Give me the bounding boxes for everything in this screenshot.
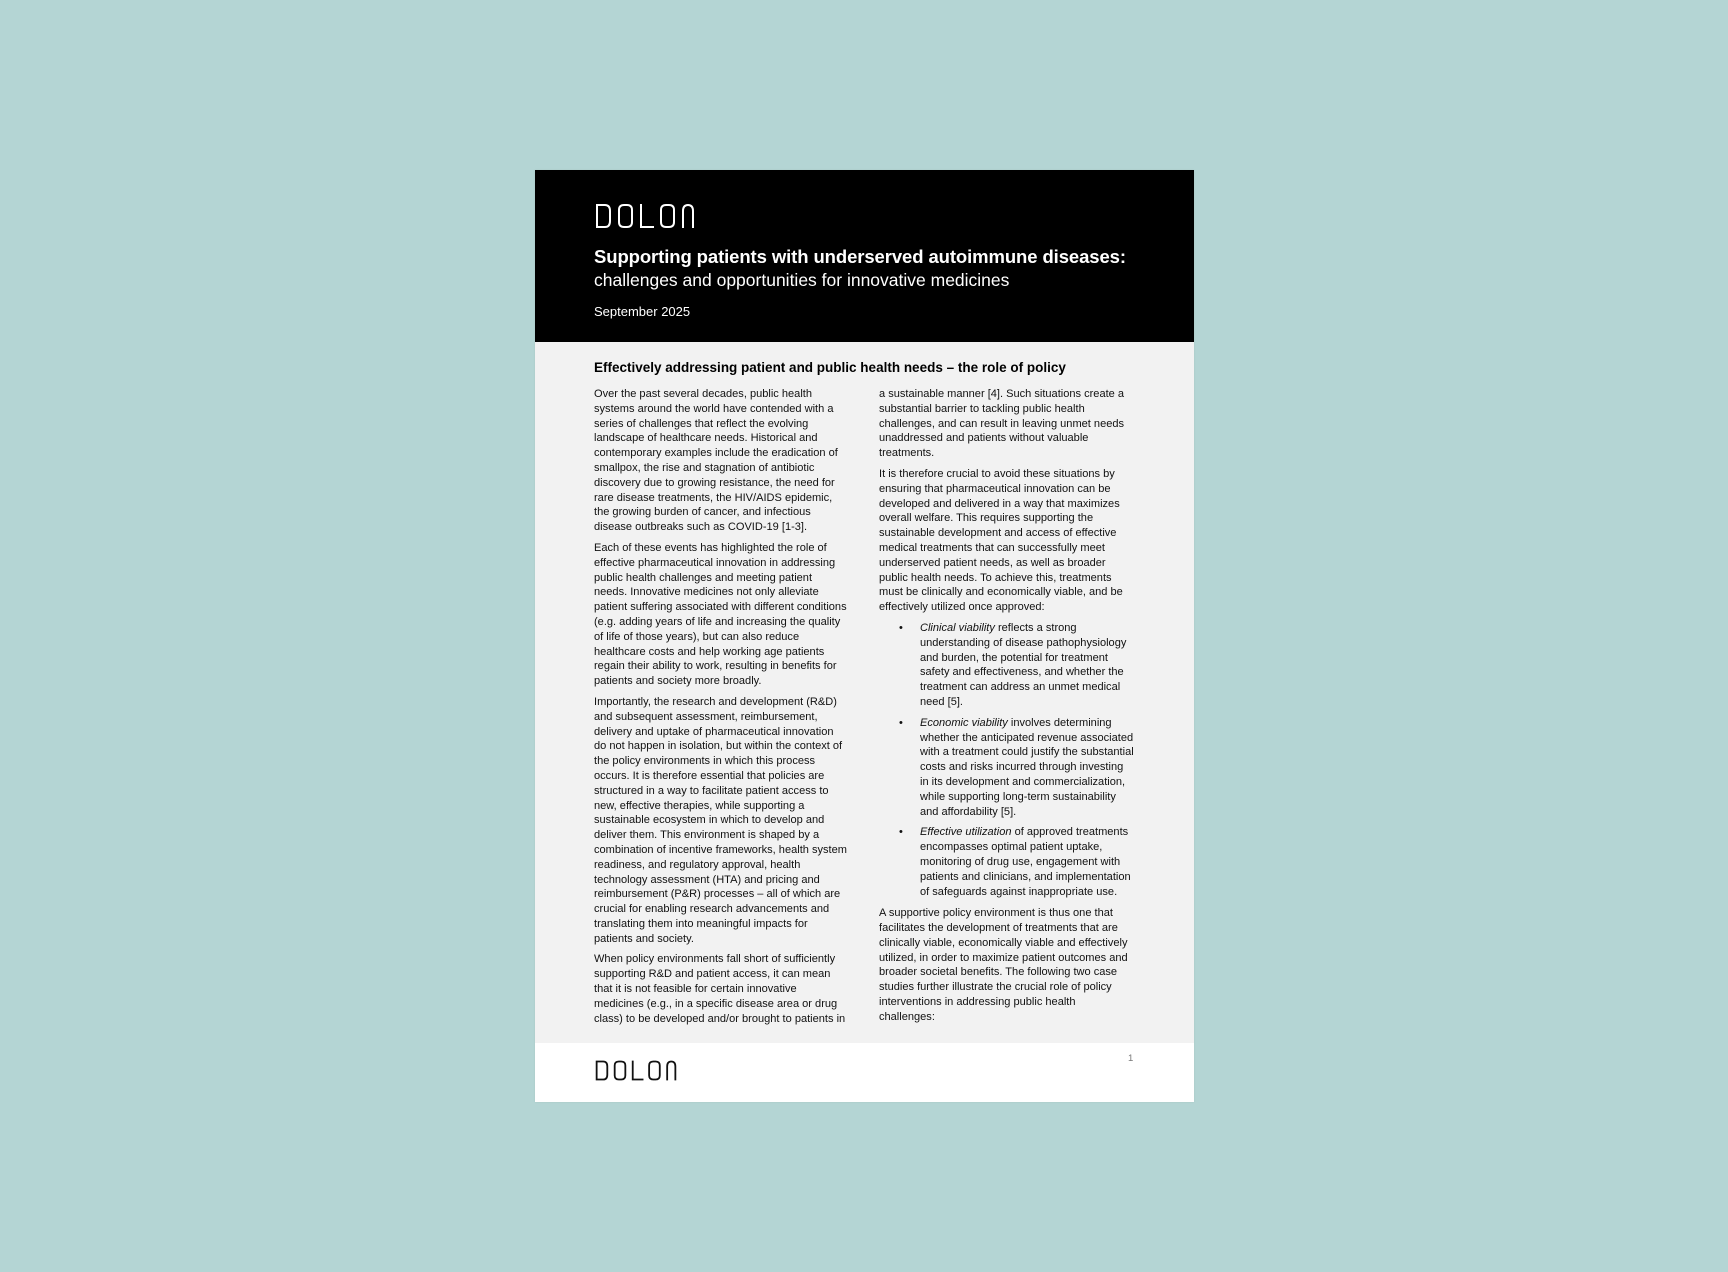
text-line: with a treatment could justify the substantial: [920, 746, 1134, 759]
text-line: Over the past several decades, public health: [594, 388, 812, 400]
text-line: contemporary examples include the eradication of: [594, 447, 838, 460]
text-line: that it is not feasible for certain innovative: [594, 983, 797, 996]
text-line: challenges, and can result in leaving unmet needs: [879, 417, 1125, 430]
text-line: the growing burden of cancer, and infectious: [594, 506, 811, 519]
text-line: monitoring of drug use, engagement with: [920, 855, 1121, 868]
text-line: effectively utilized once approved:: [879, 601, 1045, 614]
page-header: [535, 170, 1194, 342]
text-line: patients and society.: [594, 932, 694, 945]
text-line: interventions in addressing public health: [879, 996, 1076, 1009]
list-item: [879, 825, 1137, 899]
text-line: must be clinically and economically viable, and be: [879, 586, 1123, 599]
text-line: patients and clinicians, and implementation: [920, 870, 1131, 883]
text-line: disease outbreaks such as COVID-19 [1-3].: [594, 521, 808, 534]
right-column: [879, 387, 1137, 1031]
paragraph: [594, 387, 852, 535]
text-line: series of challenges that reflect the evolving: [594, 417, 809, 430]
text-line: need [5].: [920, 695, 963, 708]
text-line: of life of those years), but can also reduce: [594, 630, 800, 643]
list-item: [879, 716, 1137, 820]
text-line: public health needs. To achieve this, treatments: [879, 571, 1112, 584]
text-line: Importantly, the research and development (R&D): [594, 695, 837, 708]
dolon-logo-icon: [595, 202, 695, 230]
text-line: When policy environments fall short of sufficiently: [594, 953, 836, 966]
text-line: understanding of disease pathophysiology: [920, 636, 1127, 649]
dolon-logo-icon: [595, 1059, 677, 1082]
text-line: ensuring that pharmaceutical innovation can be: [879, 482, 1111, 495]
text-line: public health challenges and meeting patient: [594, 571, 813, 584]
text-line: systems around the world have contended with a: [594, 402, 834, 415]
paragraph: [594, 952, 852, 1026]
text-line: the policy environments in which this process: [594, 755, 816, 768]
text-line: and affordability [5].: [920, 805, 1017, 818]
text-line: substantial barrier to tackling public health: [879, 402, 1085, 415]
text-line: new, effective therapies, while supporting a: [594, 799, 805, 812]
paragraph: [879, 467, 1137, 615]
text-line: reimbursement (P&R) processes – all of which are: [594, 888, 841, 901]
text-line: translating them into meaningful impacts for: [594, 917, 808, 930]
text-line: safety and effectiveness, and whether the: [920, 666, 1124, 679]
text-line: unaddressed and patients without valuable: [879, 432, 1089, 445]
text-line: deliver them. This environment is shaped by a: [594, 829, 820, 842]
header-logo: [595, 202, 695, 230]
text-line: discovery due to growing resistance, the need for: [594, 476, 835, 489]
text-line: while supporting long-term sustainability: [920, 790, 1116, 803]
text-line: occurs. It is therefore essential that policies are: [594, 769, 825, 782]
left-column: [594, 387, 852, 1032]
bullet-text: reflects a strong: [994, 621, 1077, 634]
text-line: patients and society more broadly.: [594, 675, 762, 688]
text-line: It is therefore crucial to avoid these situations by: [879, 467, 1115, 480]
document-subtitle: challenges and opportunities for innovative medicines: [594, 270, 1010, 290]
text-line: supporting R&D and patient access, it can mean: [594, 968, 831, 981]
text-line: [920, 621, 1137, 636]
text-line: healthcare costs and help working age patients: [594, 645, 825, 658]
bullet-term: Clinical viability: [920, 621, 995, 634]
text-line: [920, 825, 1137, 840]
page-footer: [535, 1043, 1194, 1102]
text-line: underserved patient needs, as well as broader: [879, 556, 1106, 569]
text-line: A supportive policy environment is thus one that: [879, 907, 1113, 920]
text-line: of safeguards against inappropriate use.: [920, 885, 1118, 898]
text-line: delivery and uptake of pharmaceutical innovation: [594, 725, 834, 738]
text-line: developed and delivered in a way that maximizes: [879, 497, 1120, 510]
publication-date: September 2025: [594, 304, 691, 319]
text-line: costs and risks incurred through investing: [920, 761, 1124, 774]
text-line: regain their ability to work, resulting in benefits for: [594, 660, 837, 673]
paragraph: [879, 387, 1137, 461]
text-line: combination of incentive frameworks, health system: [594, 843, 847, 856]
text-line: rare disease treatments, the HIV/AIDS epidemic,: [594, 491, 833, 504]
text-line: and burden, the potential for treatment: [920, 651, 1108, 664]
text-line: broader societal benefits. The following two case: [879, 966, 1118, 979]
text-line: whether the anticipated revenue associated: [920, 731, 1134, 744]
text-line: smallpox, the rise and stagnation of antibiotic: [594, 461, 815, 474]
paragraph: [594, 695, 852, 947]
text-line: medicines (e.g., in a specific disease area or drug: [594, 997, 838, 1010]
bullet-text: involves determining: [1007, 716, 1112, 729]
text-line: treatment can address an unmet medical: [920, 681, 1121, 694]
text-line: a sustainable manner [4]. Such situations create a: [879, 388, 1125, 400]
text-line: sustainable development and access of effective: [879, 527, 1117, 540]
footer-logo: [595, 1059, 677, 1082]
text-line: sustainable ecosystem in which to develop and: [594, 814, 825, 827]
text-line: and subsequent assessment, reimbursement,: [594, 710, 818, 723]
bullet-term: Economic viability: [920, 716, 1008, 729]
bullet-list: [879, 621, 1137, 899]
text-line: structured in a way to facilitate patient access to: [594, 784, 829, 797]
bullet-icon: •: [899, 621, 903, 634]
bullet-icon: •: [899, 826, 903, 839]
text-line: crucial for enabling research advancements and: [594, 903, 830, 916]
text-line: needs. Innovative medicines not only alleviate: [594, 586, 819, 599]
bullet-text: of approved treatments: [1011, 826, 1129, 839]
page-number: 1: [1128, 1053, 1134, 1064]
text-line: clinically viable, economically viable and effectively: [879, 936, 1128, 949]
text-line: treatments.: [879, 447, 935, 460]
text-line: do not happen in isolation, but within the context of: [594, 740, 843, 753]
text-line: readiness, and regulatory approval, health: [594, 858, 801, 871]
text-line: [920, 716, 1137, 731]
text-line: in its development and commercialization,: [920, 775, 1126, 788]
text-line: technology assessment (HTA) and pricing and: [594, 873, 820, 886]
text-line: landscape of healthcare needs. Historical and: [594, 432, 818, 445]
text-line: utilized, in order to maximize patient outcomes and: [879, 951, 1128, 964]
bullet-icon: •: [899, 716, 903, 729]
text-line: (e.g. adding years of life and increasing the quality: [594, 615, 841, 628]
text-line: medical treatments that can successfully meet: [879, 541, 1105, 554]
text-line: overall welfare. This requires supporting the: [879, 512, 1094, 525]
text-line: class) to be developed and/or brought to patients in: [594, 1012, 846, 1025]
paragraph: [594, 541, 852, 689]
text-line: facilitates the development of treatments that are: [879, 922, 1118, 935]
text-line: challenges:: [879, 1010, 935, 1023]
text-line: patient suffering associated with different conditions: [594, 601, 847, 614]
section-heading: Effectively addressing patient and public health needs – the role of policy: [594, 360, 1066, 375]
bullet-term: Effective utilization: [920, 826, 1012, 839]
text-line: encompasses optimal patient uptake,: [920, 841, 1103, 854]
document-page: [535, 170, 1194, 1102]
document-title: Supporting patients with underserved autoimmune diseases:: [594, 246, 1126, 267]
list-item: [879, 621, 1137, 710]
text-line: studies further illustrate the crucial role of policy: [879, 981, 1112, 994]
text-line: Each of these events has highlighted the role of: [594, 541, 827, 554]
paragraph: [879, 906, 1137, 1024]
text-line: effective pharmaceutical innovation in addressing: [594, 556, 836, 569]
